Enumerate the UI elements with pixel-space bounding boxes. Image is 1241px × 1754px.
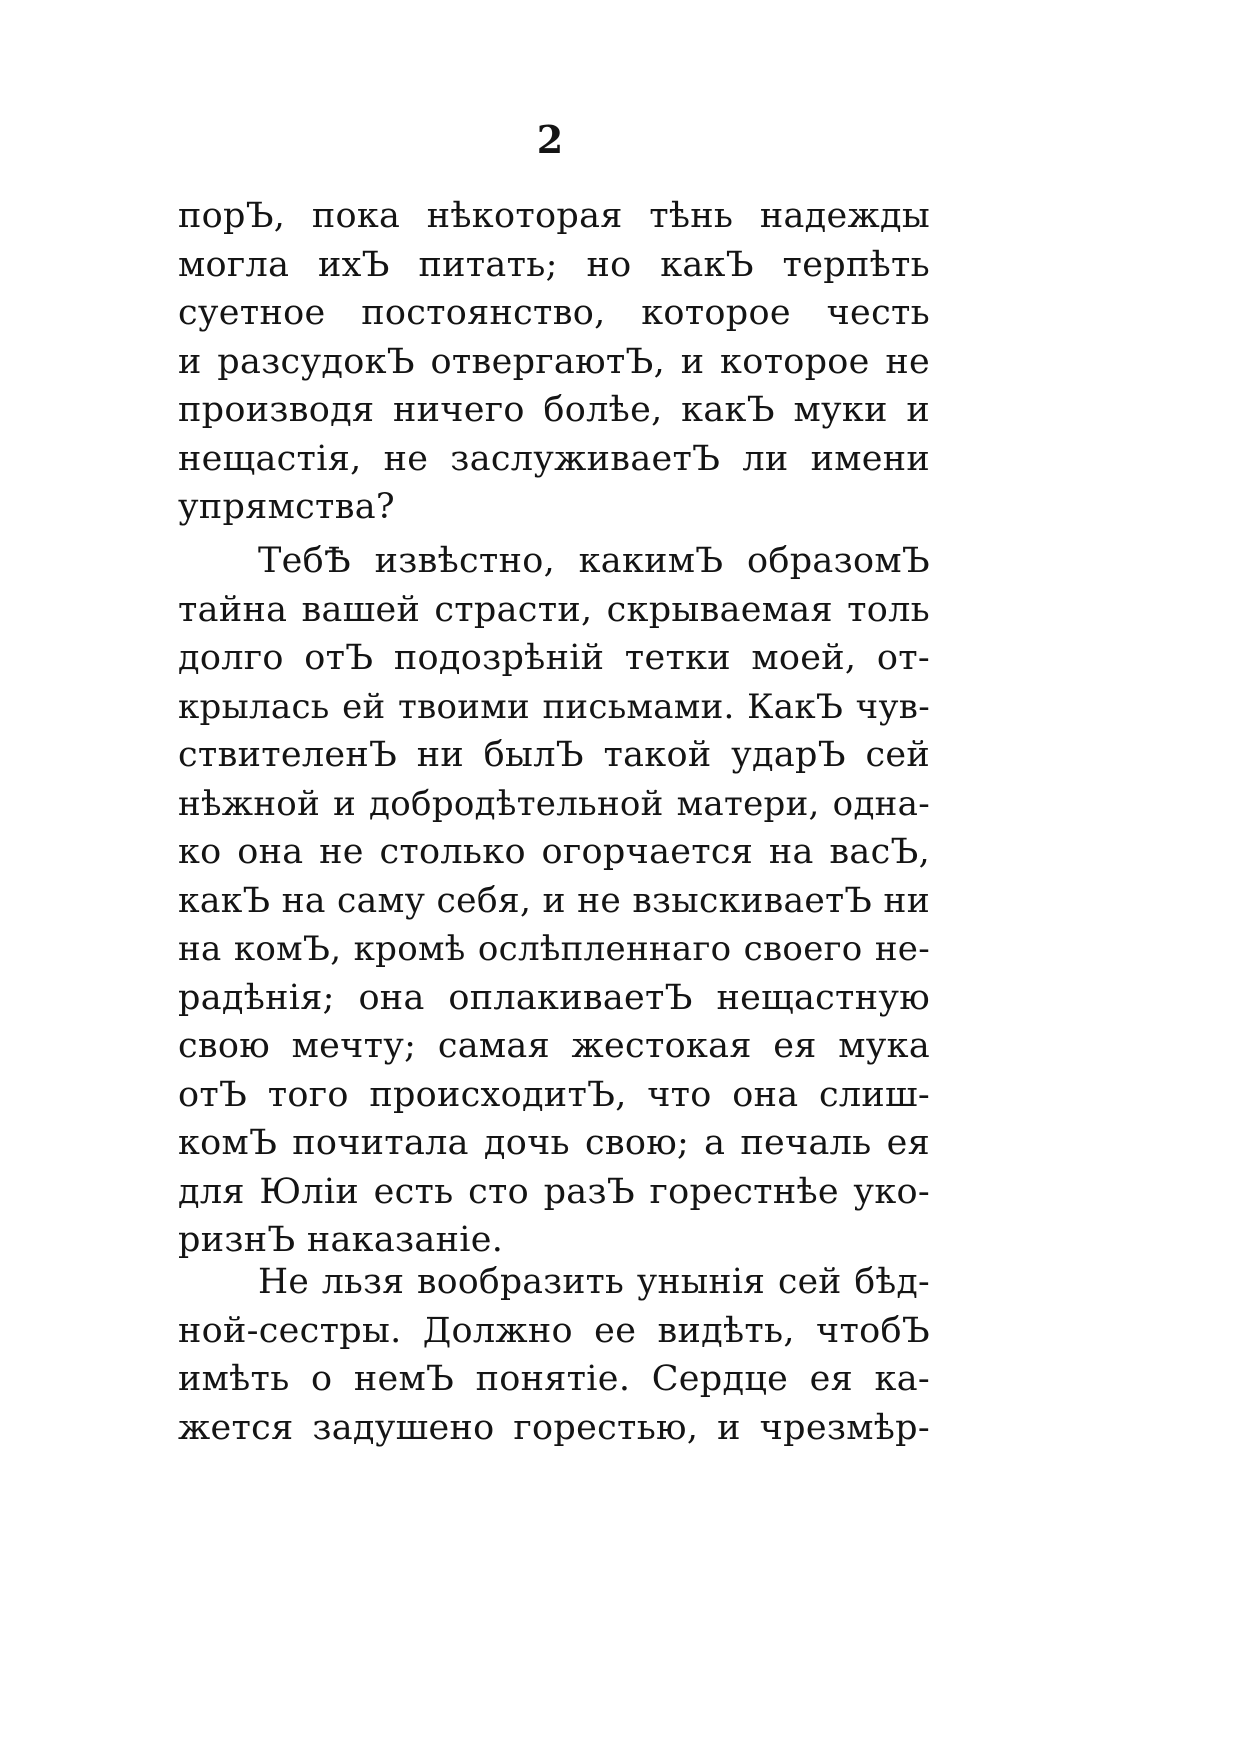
text-line: ризнЪ наказаніе. <box>178 1220 504 1260</box>
text-line: свою мечту; самая жестокая ея мука <box>178 1026 930 1066</box>
text-line: тайна вашей страсти, скрываемая толь <box>178 589 930 630</box>
paragraph-1 <box>178 192 930 532</box>
text-line: могла ихЪ питать; но какЪ терпѣть <box>178 244 930 285</box>
text-line: для Юліи есть сто разЪ горестнѣе уко- <box>178 1171 930 1212</box>
text-line: ТебѢ извѣстно, какимЪ образомЪ <box>258 541 930 581</box>
text-line: долго отЪ подозрѣній тетки моей, от- <box>178 638 930 678</box>
paragraph-2 <box>178 537 930 1265</box>
text-line: какЪ на саму себя, и не взыскиваетЪ ни <box>178 880 930 921</box>
text-line: крылась ей твоими письмами. КакЪ чув- <box>178 686 930 727</box>
text-line: Не льзя вообразить унынія сей бѣд- <box>258 1262 930 1302</box>
text-line: ной-сестры. Должно ее видѣть, чтобЪ <box>178 1310 930 1351</box>
text-line: упрямства? <box>178 487 395 527</box>
text-line: радѣнія; она оплакиваетЪ нещастную <box>178 977 930 1018</box>
text-line: порЪ, пока нѣкоторая тѣнь надежды <box>178 196 930 236</box>
text-line: отЪ того происходитЪ, что она слиш- <box>178 1074 930 1115</box>
text-line: нещастія, не заслуживаетЪ ли имени <box>178 438 930 479</box>
text-line: жется задушено горестью, и чрезмѣр- <box>178 1407 930 1448</box>
paragraph-3 <box>178 1258 930 1452</box>
text-line: имѣть о немЪ понятіе. Сердце ея ка- <box>178 1359 930 1399</box>
text-line: ствителенЪ ни былЪ такой ударЪ сей <box>178 735 930 775</box>
page-number: 2 <box>536 117 564 162</box>
text-line: на комЪ, кромѣ ослѣпленнаго своего не- <box>178 929 930 969</box>
text-line: и разсудокЪ отвергаютЪ, и которое не <box>178 341 930 382</box>
text-line: комЪ почитала дочь свою; а печаль ея <box>178 1123 930 1163</box>
text-line: производя ничего болѣе, какЪ муки и <box>178 390 930 430</box>
text-line: ко она не столько огорчается на васЪ, <box>178 832 930 872</box>
text-line: суетное постоянство, которое честь <box>178 293 930 333</box>
text-line: нѣжной и добродѣтельной матери, одна- <box>178 783 930 824</box>
